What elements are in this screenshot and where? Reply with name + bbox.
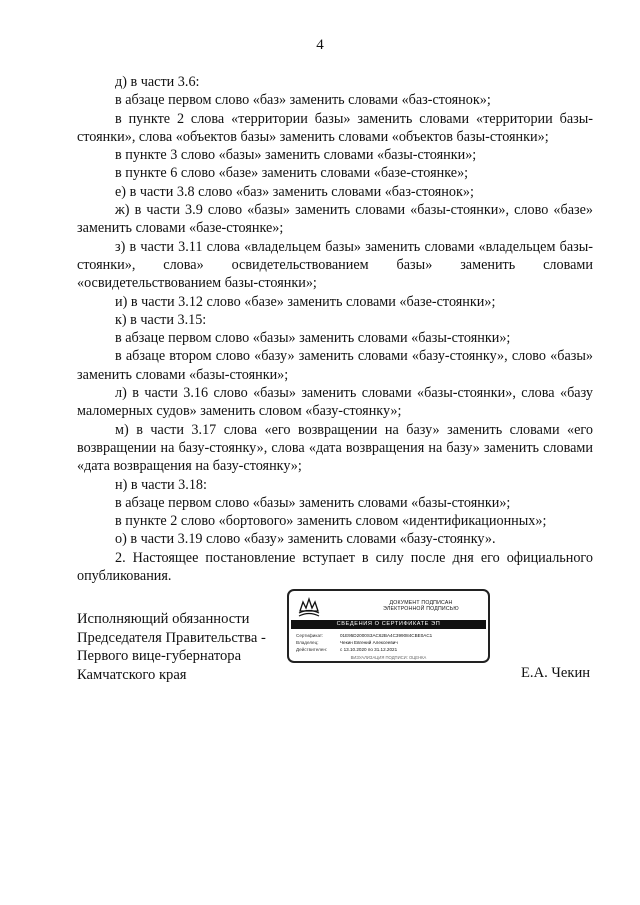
stamp-owner-row xyxy=(296,640,398,645)
paragraph: в пункте 2 слово «бортового» заменить словом «идентификационных»; xyxy=(115,513,547,530)
paragraph: в пункте 6 слово «базе» заменить словами «базе-стоянке»; xyxy=(115,165,469,182)
signatory-line: Председателя Правительства - xyxy=(77,629,266,646)
stamp-footer: ВИЗУАЛИЗАЦИЯ ПОДПИСИ: ОЦЕНКА xyxy=(350,655,427,660)
paragraph: и) в части 3.12 слово «базе» заменить словами «базе-стоянки»; xyxy=(115,293,496,310)
stamp-value: Чекин Евгений Алексеевич xyxy=(340,640,398,645)
coat-of-arms-icon xyxy=(297,596,321,618)
signatory-line: Исполняющий обязанности xyxy=(77,611,250,627)
paragraph: 2. Настоящее постановление вступает в силу после дня его официального опубликования. xyxy=(77,549,593,585)
paragraph: в абзаце первом слово «баз» заменить словами «баз-стоянок»; xyxy=(115,92,491,109)
page-number: 4 xyxy=(316,37,324,53)
stamp-value: 01E95D2000S3AC62BA4C399084CBE0AC1 xyxy=(340,633,433,638)
stamp-label: Владелец: xyxy=(296,640,319,645)
paragraph: в пункте 3 слово «базы» заменить словами «базы-стоянки»; xyxy=(115,147,477,164)
paragraph: о) в части 3.19 слово «базу» заменить словами «базу-стоянку». xyxy=(115,531,496,548)
paragraph: в абзаце втором слово «базу» заменить словами «базу-стоянку», слово «базы» заменить словами «базы-стоянки»; xyxy=(77,348,593,383)
stamp-label: Действителен: xyxy=(296,647,328,652)
document-body xyxy=(77,73,593,585)
signatory-line: Первого вице-губернатора xyxy=(77,648,242,664)
paragraph: ж) в части 3.9 слово «базы» заменить словами «базы-стоянки», слово «базе» заменить словами «базе-стоянке»; xyxy=(77,202,593,237)
paragraph: м) в части 3.17 слова «его возвращении на базу» заменить словами «его возвращении на базу-стоянку», слова «дата возвращения на базу» заменить словами «дата возвращения на базу-стоянку»; xyxy=(77,421,593,475)
paragraph: д) в части 3.6: xyxy=(115,74,200,90)
signer-name: Е.А. Чекин xyxy=(521,665,591,681)
paragraph: к) в части 3.15: xyxy=(115,311,207,328)
stamp-label: Сертификат: xyxy=(296,633,324,638)
paragraph: н) в части 3.18: xyxy=(115,476,207,493)
stamp-title: ДОКУМЕНТ ПОДПИСАН ЭЛЕКТРОННОЙ ПОДПИСЬЮ xyxy=(383,600,459,612)
paragraph: в абзаце первом слово «базы» заменить словами «базы-стоянки»; xyxy=(115,494,511,511)
paragraph: в абзаце первом слово «базы» заменить словами «базы-стоянки»; xyxy=(115,330,511,347)
stamp-valid-row xyxy=(296,647,397,652)
paragraph: л) в части 3.16 слово «базы» заменить словами «базы-стоянки», слова «базу маломерных судов» заменить словом «базу-стоянку»; xyxy=(77,385,593,420)
electronic-signature-stamp xyxy=(287,589,490,663)
signatory-line: Камчатского края xyxy=(77,666,187,683)
signatory-title xyxy=(77,610,266,684)
paragraph: з) в части 3.11 слова «владельцем базы» заменить словами «владельцем базы-стоянки», слова» освидетельствованием базы» заменить словами «освидетельствованием базы-стоянки»; xyxy=(77,238,593,292)
stamp-bar: СВЕДЕНИЯ О СЕРТИФИКАТЕ ЭП xyxy=(291,620,486,629)
paragraph: е) в части 3.8 слово «баз» заменить словами «баз-стоянок»; xyxy=(115,183,474,200)
stamp-value: с 13.10.2020 по 31.12.2021 xyxy=(340,647,398,652)
paragraph: в пункте 2 слова «территории базы» заменить словами «территории базы-стоянки», слова «объектов базы» заменить словами «объектов базы-стоянки»; xyxy=(77,110,593,145)
stamp-certificate-row xyxy=(296,633,432,638)
